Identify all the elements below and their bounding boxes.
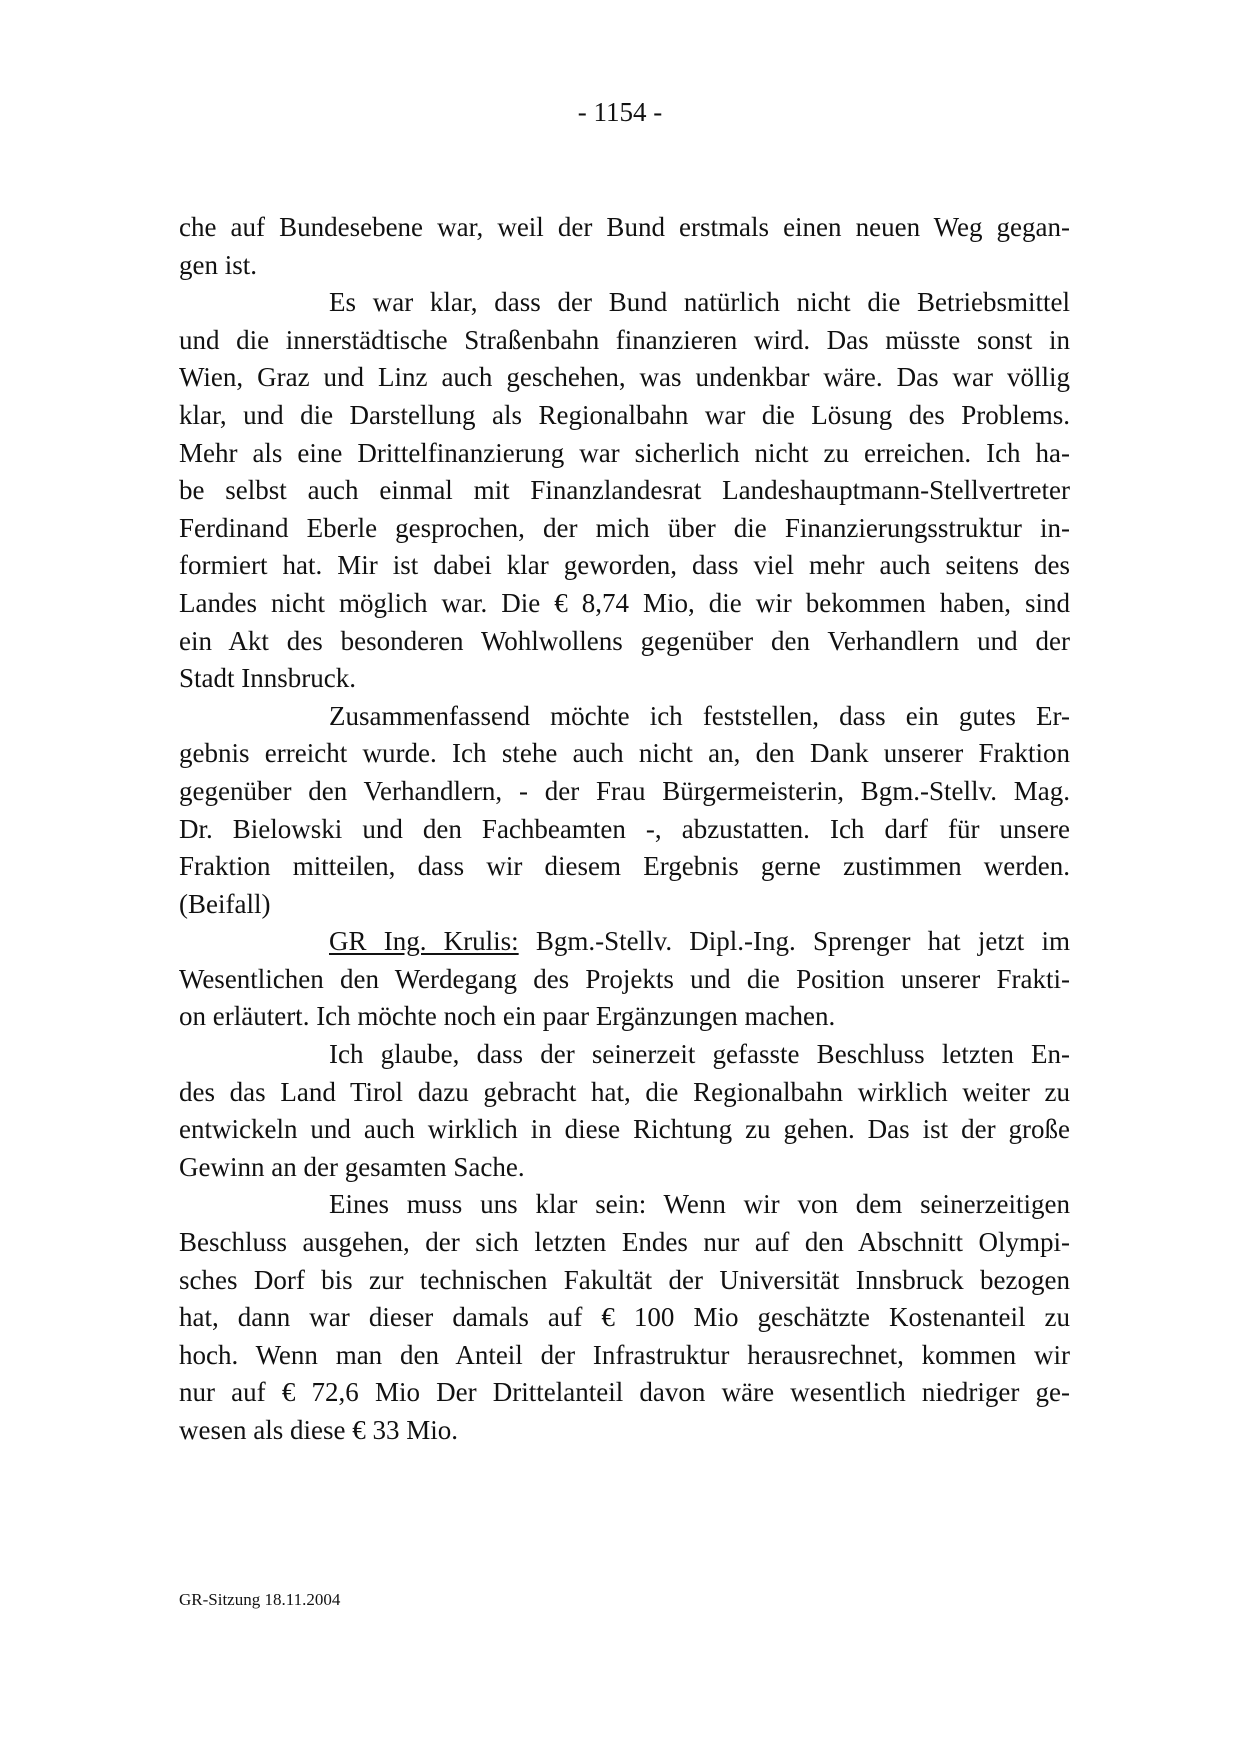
text-line: Fraktion mitteilen, dass wir diesem Ergebnis gerne zustimmen werden.	[179, 851, 1070, 882]
text-line: gegenüber den Verhandlern, - der Frau Bürgermeisterin, Bgm.-Stellv. Mag.	[179, 775, 1070, 806]
paragraph	[179, 209, 1070, 284]
text-line: ein Akt des besonderen Wohlwollens gegenüber den Verhandlern und der	[179, 625, 1070, 656]
text-line: Stadt Innsbruck.	[179, 663, 356, 694]
paragraph	[179, 698, 1070, 924]
text-line: Ferdinand Eberle gesprochen, der mich über die Finanzierungsstruktur in-	[179, 512, 1070, 543]
text-line: on erläutert. Ich möchte noch ein paar Ergänzungen machen.	[179, 1001, 836, 1032]
text-line: des das Land Tirol dazu gebracht hat, die Regionalbahn wirklich weiter zu	[179, 1076, 1070, 1107]
paragraph	[179, 923, 1070, 1036]
speaker-statement: Bgm.-Stellv. Dipl.-Ing. Sprenger hat jetzt im	[518, 926, 1071, 957]
text-line: Dr. Bielowski und den Fachbeamten -, abzustatten. Ich darf für unsere	[179, 813, 1070, 844]
text-line: entwickeln und auch wirklich in diese Richtung zu gehen. Das ist der große	[179, 1114, 1070, 1145]
paragraph	[179, 284, 1070, 698]
text-line: hoch. Wenn man den Anteil der Infrastruktur herausrechnet, kommen wir	[179, 1339, 1070, 1370]
text-line: che auf Bundesebene war, weil der Bund erstmals einen neuen Weg gegan-	[179, 212, 1070, 242]
text-line: gebnis erreicht wurde. Ich stehe auch nicht an, den Dank unserer Fraktion	[179, 738, 1070, 769]
text-line: Wesentlichen den Werdegang des Projekts und die Position unserer Frakti-	[179, 963, 1070, 994]
text-line: be selbst auch einmal mit Finanzlandesrat Landeshauptmann-Stellvertreter	[179, 475, 1070, 506]
paragraph	[179, 1036, 1070, 1186]
speaker-name: GR Ing. Krulis:	[329, 926, 519, 957]
text-line: wesen als diese € 33 Mio.	[179, 1415, 458, 1445]
page-number: - 1154 -	[577, 97, 663, 127]
text-line: gen ist.	[179, 249, 257, 280]
text-line: Wien, Graz und Linz auch geschehen, was undenkbar wäre. Das war völlig	[179, 362, 1070, 393]
text-line: Landes nicht möglich war. Die € 8,74 Mio, die wir bekommen haben, sind	[179, 587, 1070, 618]
paragraph	[179, 1186, 1070, 1449]
text-line: Beschluss ausgehen, der sich letzten Endes nur auf den Abschnitt Olympi-	[179, 1227, 1070, 1258]
text-line: klar, und die Darstellung als Regionalbahn war die Lösung des Problems.	[179, 399, 1070, 430]
text-line: nur auf € 72,6 Mio Der Drittelanteil davon wäre wesentlich niedriger ge-	[179, 1377, 1070, 1408]
text-line: Ich glaube, dass der seinerzeit gefasste Beschluss letzten En-	[329, 1039, 1070, 1070]
text-line: Zusammenfassend möchte ich feststellen, dass ein gutes Er-	[329, 700, 1070, 731]
footer-session-date: GR-Sitzung 18.11.2004	[179, 1590, 341, 1609]
text-line: sches Dorf bis zur technischen Fakultät der Universität Innsbruck bezogen	[179, 1264, 1070, 1295]
text-line: (Beifall)	[179, 888, 271, 919]
text-line: und die innerstädtische Straßenbahn finanzieren wird. Das müsste sonst in	[179, 324, 1070, 355]
text-line	[179, 923, 1070, 961]
text-line: Eines muss uns klar sein: Wenn wir von dem seinerzeitigen	[329, 1189, 1070, 1220]
text-line: formiert hat. Mir ist dabei klar geworden, dass viel mehr auch seitens des	[179, 550, 1070, 581]
text-line: Mehr als eine Drittelfinanzierung war sicherlich nicht zu erreichen. Ich ha-	[179, 437, 1070, 468]
body-text	[179, 209, 1070, 1450]
text-line: Gewinn an der gesamten Sache.	[179, 1151, 525, 1182]
text-line: hat, dann war dieser damals auf € 100 Mio geschätzte Kostenanteil zu	[179, 1302, 1070, 1333]
text-line: Es war klar, dass der Bund natürlich nicht die Betriebsmittel	[329, 287, 1070, 318]
